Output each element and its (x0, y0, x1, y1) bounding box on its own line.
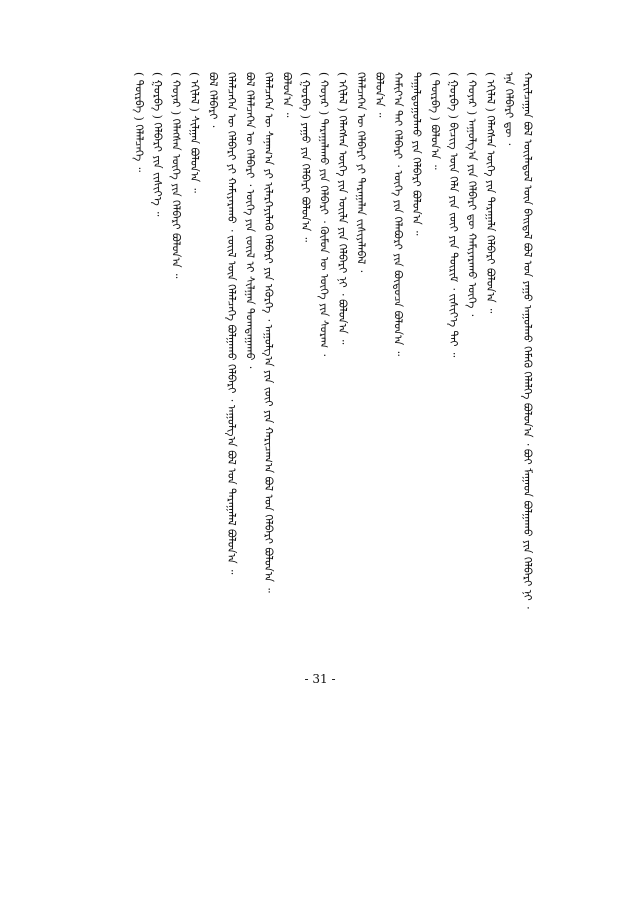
page-number: - 31 - (304, 672, 336, 686)
text-line: ( ᠬᠣᠶᠠᠷ ) ᠬᠡᠯᠡᠭᠰᠡᠨ ᠦᠭᠡ ᠶᠢᠨ ᠬᠡᠯᠪᠡᠷᠢ ᠪᠣᠯᠤᠨ᠎ᠠ ᠃ (169, 72, 183, 279)
text-line: ᠪᠣᠯ ᠬᠡᠯᠡᠯᠴᠡᠭᠡᠨ ᠦ ᠬᠡᠯᠪᠡᠷᠢ ᠂ ᠦᠭᠡ ᠶᠢᠨ ᠵᠦᠢᠯ ᠢ ᠰᠢᠯᠭᠠᠨ ᠲᠣᠭᠲᠠᠭᠠᠬᠤ ᠂ (243, 72, 257, 369)
text-line: ᠪᠣᠯᠤᠨ᠎ᠠ ᠃ (373, 72, 386, 118)
text-line: ᠪᠣᠯ ᠬᠡᠯᠪᠡᠷᠢ ᠂ (206, 72, 220, 128)
text-line: ( ᠭᠤᠷᠪᠠ ) ᠬᠡᠯᠪᠡᠷᠢ ᠶᠢᠨ ᠵᠢᠱᠢᠶ᠎ᠡ ᠃ (151, 72, 164, 217)
text-line: ᠬᠡᠯᠡᠯᠴᠡᠭᠡᠨ ᠦ ᠰᠠᠨᠠᠭ᠎ᠠ ᠶᠢ ᠢᠯᠡᠷᠬᠡᠶᠢᠯᠡᠬᠦ ᠬᠡᠯᠪᠡᠷᠢ ᠶᠢᠨ ᠡᠭᠦᠷᠭᠡ ᠂ ᠠᠭᠤᠯᠭ᠎ᠠ ᠶᠢᠨ ᠵᠦᠢ ᠶᠢᠨ ᠬᠠᠷᠢᠴᠠᠭ᠎ᠠ ᠪᠣᠯ ᠤᠨ ᠬᠡᠯᠪᠡᠷᠢ ᠪᠣᠯᠤᠨ᠎ᠠ ᠃ (262, 72, 275, 593)
text-line: ᠬᠠᠮᠢᠶ᠎ᠠ ᠲᠠᠢ ᠬᠡᠯᠪᠡᠷᠢ ᠂ ᠦᠭᠡ ᠶᠢᠨ ᠬᠡᠯᠡᠪᠦᠷᠢ ᠶᠢᠨ ᠪᠦᠲᠦᠴᠡ ᠪᠣᠯᠤᠨ᠎ᠠ ᠃ (391, 72, 405, 356)
text-line: ( ᠳᠥᠷᠪᠡ ) ᠪᠣᠯᠤᠨ᠎ᠠ ᠃ (428, 72, 442, 170)
text-line: ᠳᠠᠭᠠᠯᠳᠤᠭᠤᠯᠬᠤ ᠶᠢᠨ ᠬᠡᠯᠪᠡᠷᠢ ᠪᠣᠯᠤᠨ᠎ᠠ ᠃ (410, 72, 423, 236)
text-line: ᠪᠣᠯᠤᠨ᠎ᠠ ᠃ (280, 72, 294, 118)
text-line: ( ᠡᠬᠢᠯᠡᠯ ) ᠰᠢᠯᠭᠠᠨ ᠪᠣᠯᠤᠨ᠎ᠠ ᠃ (188, 72, 201, 193)
text-line: ᠡᠨᠡ ᠬᠡᠯᠪᠡᠷᠢ ᠳᠦ ᠂ (502, 72, 516, 146)
text-line: ( ᠬᠣᠶᠠᠷ ) ᠳᠠᠷᠠᠭᠠᠯᠠᠬᠤ ᠶᠢᠨ ᠬᠡᠯᠪᠡᠷᠢ ᠂ ᠬᠦᠮᠦᠨ ᠦ ᠦᠭᠡ ᠶᠢᠨ ᠰᠤᠷᠠᠭ ᠂ (317, 72, 331, 357)
text-line: ᠬᠠᠷᠢᠯᠴᠠᠭᠠᠨ ᠪᠣᠯ ᠦᠢᠯᠡᠳᠦᠯ ᠦᠨ ᠪᠠᠢᠳᠠᠯ ᠪᠣᠯ ᠤᠨ ᠶᠠᠭᠤ ᠠᠭᠤᠯᠬᠤ ᠬᠡᠮᠡᠬᠦ ᠬᠡᠯᠡᠯᠭᠡ ᠪᠣᠯᠤᠨ᠎ᠠ ᠂ ᠪᠣᠢ ᠮᠠᠭᠠᠳ ᠪᠣᠯᠭᠠᠬᠤ ᠶᠢᠨ ᠬᠡᠯᠪᠡᠷᠢ ᠨᠢ ᠂ (521, 72, 534, 609)
text-line: ( ᠬᠣᠶᠠᠷ ) ᠠᠭᠤᠯᠭ᠎ᠠ ᠶᠢᠨ ᠬᠡᠯᠪᠡᠷᠢ ᠳᠦ ᠬᠠᠮᠢᠶᠠᠷᠠᠬᠤ ᠦᠭᠡ ᠂ (465, 72, 479, 317)
text-line: ( ᠭᠤᠷᠪᠠ ) ᠶᠠᠭᠤ ᠶᠢᠨ ᠬᠡᠯᠪᠡᠷᠢ ᠪᠣᠯᠤᠨ᠎ᠠ ᠃ (299, 72, 312, 242)
text-line: ( ᠡᠬᠢᠯᠡᠯ ) ᠬᠡᠯᠡᠭᠰᠡᠨ ᠦᠭᠡ ᠶᠢᠨ ᠳᠠᠷᠠᠭᠠᠯᠠ ᠬᠡᠯᠪᠡᠷᠢ ᠪᠣᠯᠤᠨ᠎ᠠ ᠃ (484, 72, 497, 314)
text-line: ( ᠡᠬᠢᠯᠡᠯ ) ᠬᠡᠯᠡᠭᠰᠡᠨ ᠦᠭᠡ ᠶᠢᠨ ᠦᠢᠯᠡ ᠶᠢᠨ ᠬᠡᠯᠪᠡᠷᠢ ᠨᠢ ᠂ ᠪᠣᠯᠤᠨ᠎ᠠ ᠃ (336, 72, 349, 345)
text-line: ᠬᠡᠯᠡᠯᠴᠡᠭᠡᠨ ᠦ ᠬᠡᠯᠪᠡᠷᠢ ᠶᠢ ᠬᠠᠮᠢᠶᠠᠷᠠᠬᠤ ᠂ ᠵᠦᠢᠯ ᠦᠨ ᠬᠡᠯᠡᠯᠴᠡᠭᠡ ᠪᠣᠯᠭᠠᠬᠤ ᠬᠡᠯᠪᠡᠷᠢ ᠂ ᠠᠭᠤᠯᠭ᠎ᠠ ᠪᠣᠯ ᠤᠨ ᠳᠠᠷᠠᠭᠠᠯᠠᠯ ᠪᠣᠯᠤᠨ᠎ᠠ ᠃ (225, 72, 238, 575)
text-line: ᠬᠡᠯᠡᠯᠴᠡᠭᠡᠨ ᠦ ᠬᠡᠯᠪᠡᠷᠢ ᠶᠢ ᠳᠠᠷᠠᠭᠠᠯᠠᠨ ᠵᠢᠱᠢᠶᠡᠯᠡᠪᠡᠯ ᠂ (354, 72, 368, 273)
text-line: ( ᠳᠥᠷᠪᠡ ) ᠬᠡᠯᠡᠯᠴᠡᠭᠡ ᠃ (132, 72, 146, 172)
text-line: ( ᠭᠤᠷᠪᠠ ) ᠪᠢᠴᠢᠭ ᠦᠨ ᠬᠡᠯᠡ ᠶᠢᠨ ᠵᠦᠢ ᠶᠢᠨ ᠳᠦᠷᠢᠮ ᠂ ᠵᠢᠱᠢᠶ᠎ᠡ ᠲᠠᠢ ᠃ (447, 72, 460, 358)
